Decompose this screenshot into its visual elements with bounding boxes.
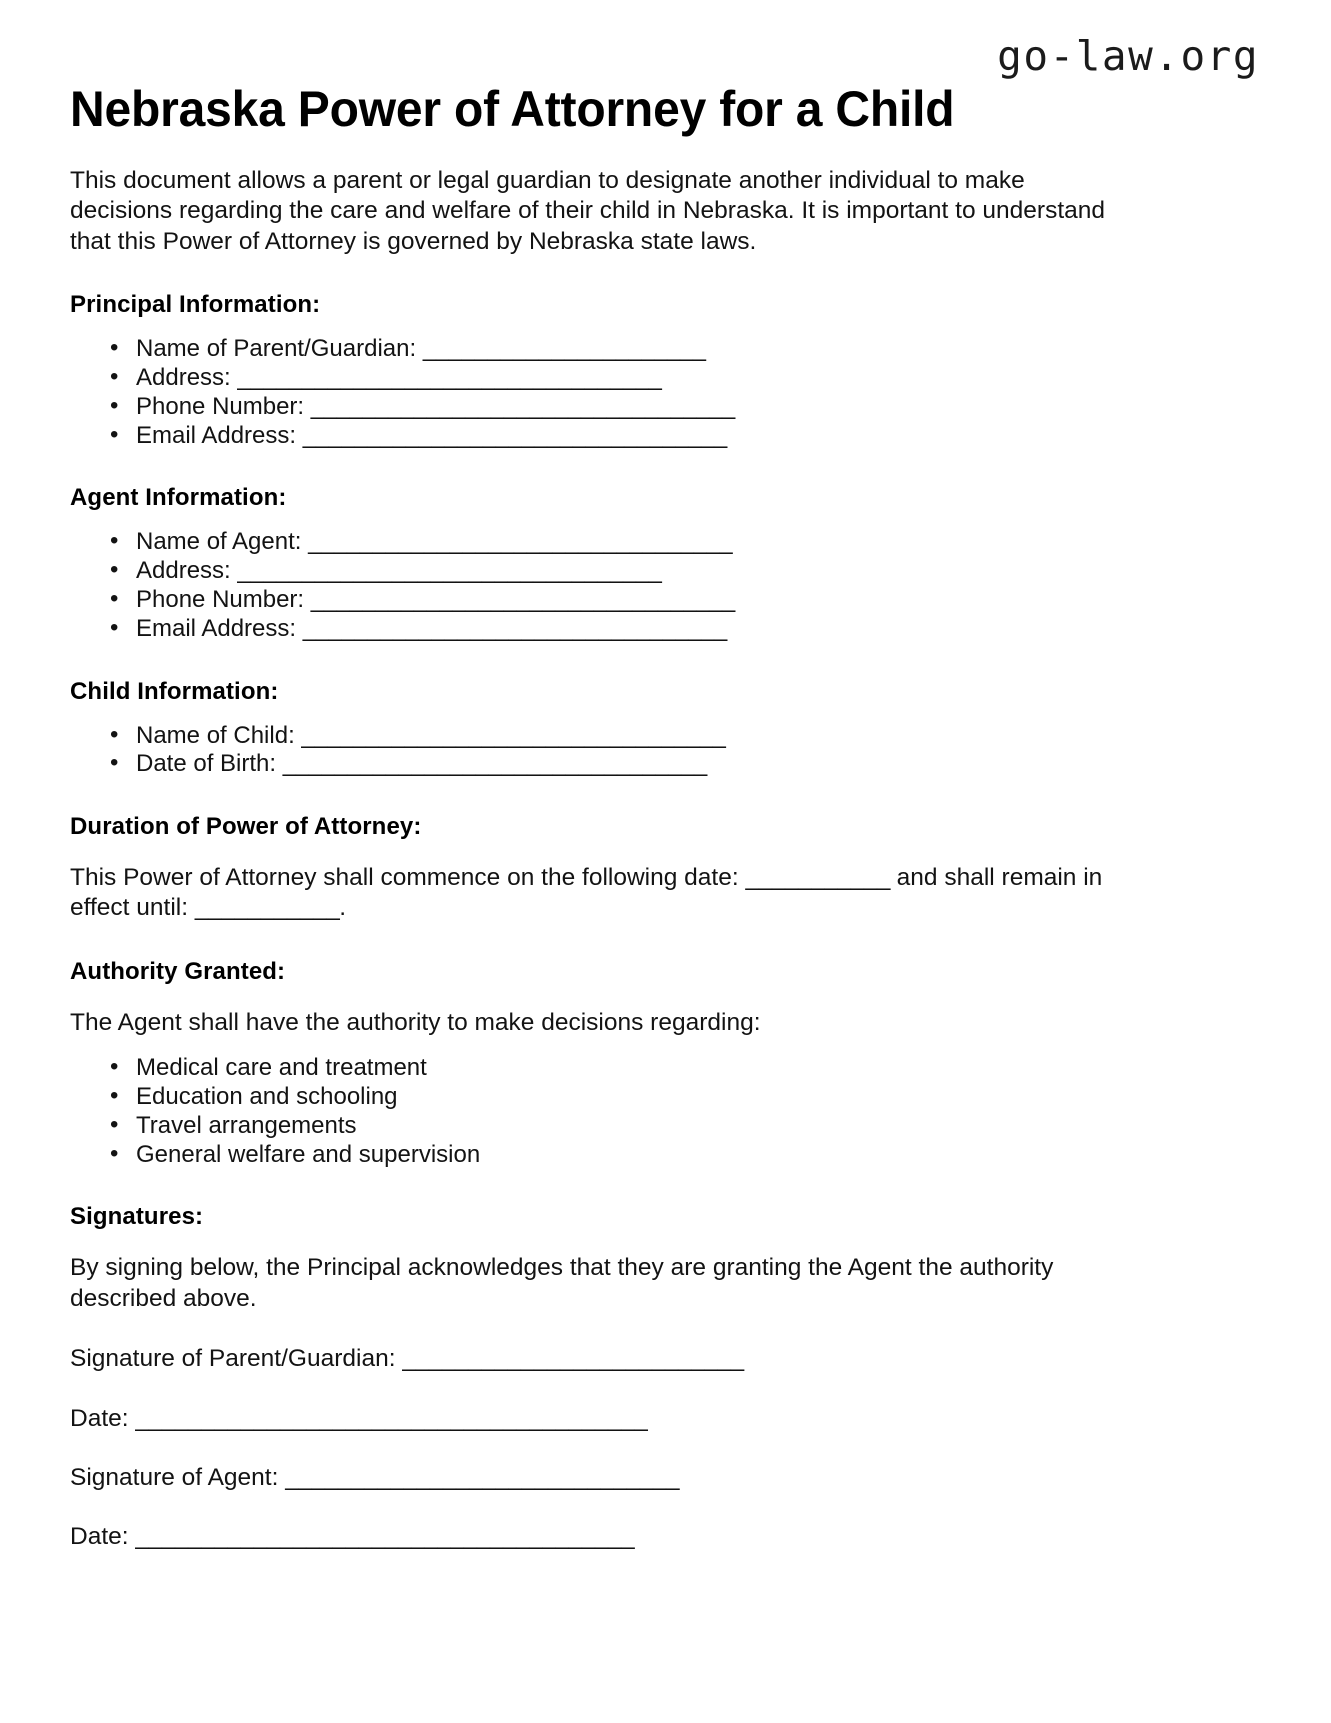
list-item: • Medical care and treatment bbox=[136, 1054, 1261, 1083]
signature-blank[interactable]: ______________________________ bbox=[285, 1463, 679, 1491]
field-blank[interactable]: _________________________________ bbox=[237, 557, 662, 585]
duration-text-after: . bbox=[339, 894, 347, 922]
list-item bbox=[136, 364, 1261, 393]
list-item: • General welfare and supervision bbox=[136, 1141, 1261, 1170]
field-label: Name of Child: bbox=[136, 721, 295, 749]
field-blank[interactable]: ______________________ bbox=[422, 335, 706, 363]
section-heading-agent: Agent Information: bbox=[70, 484, 287, 512]
signature-label: Date: bbox=[70, 1523, 129, 1551]
field-label: Date of Birth: bbox=[136, 750, 277, 778]
field-blank[interactable]: _________________________________ bbox=[282, 750, 707, 778]
section-heading-principal: Principal Information: bbox=[70, 291, 321, 319]
field-label: Phone Number: bbox=[136, 585, 305, 613]
signature-row-parent bbox=[70, 1344, 1261, 1373]
field-label: Address: bbox=[136, 557, 231, 585]
field-blank[interactable]: _________________________________ bbox=[302, 614, 727, 642]
field-label: Name of Parent/Guardian: bbox=[136, 335, 417, 363]
field-label: Address: bbox=[136, 363, 231, 391]
list-item bbox=[136, 722, 1261, 751]
list-item bbox=[136, 586, 1261, 615]
signature-row-parent-date bbox=[70, 1404, 1261, 1433]
signature-label: Signature of Parent/Guardian: bbox=[70, 1345, 396, 1373]
agent-field-list bbox=[70, 528, 1261, 643]
site-watermark: go-law.org bbox=[997, 32, 1259, 80]
signature-label: Date: bbox=[70, 1404, 129, 1432]
list-item bbox=[136, 422, 1261, 451]
duration-start-date-blank[interactable]: ___________ bbox=[745, 864, 890, 892]
child-field-list bbox=[70, 722, 1261, 780]
section-heading-child: Child Information: bbox=[70, 677, 279, 705]
signature-blank[interactable]: __________________________ bbox=[402, 1345, 744, 1373]
list-item: • Travel arrangements bbox=[136, 1112, 1261, 1141]
field-blank[interactable]: _________________________________ bbox=[301, 721, 726, 749]
section-heading-duration: Duration of Power of Attorney: bbox=[70, 813, 422, 841]
list-item bbox=[136, 335, 1261, 364]
signature-row-agent-date bbox=[70, 1522, 1261, 1551]
field-blank[interactable]: _________________________________ bbox=[237, 363, 662, 391]
section-heading-signatures: Signatures: bbox=[70, 1203, 204, 1231]
principal-field-list bbox=[70, 335, 1261, 450]
signature-blank[interactable]: ______________________________________ bbox=[135, 1523, 635, 1551]
list-item bbox=[136, 615, 1261, 644]
list-item bbox=[136, 557, 1261, 586]
signature-blank[interactable]: _______________________________________ bbox=[135, 1404, 648, 1432]
field-blank[interactable]: _________________________________ bbox=[302, 421, 727, 449]
list-item bbox=[136, 528, 1261, 557]
field-blank[interactable]: _________________________________ bbox=[310, 585, 735, 613]
field-label: Phone Number: bbox=[136, 392, 305, 420]
list-item: • Education and schooling bbox=[136, 1083, 1261, 1112]
field-label: Name of Agent: bbox=[136, 528, 302, 556]
duration-end-date-blank[interactable]: ___________ bbox=[194, 894, 340, 922]
signature-acknowledgement: By signing below, the Principal acknowledges that they are granting the Agent the authority described above. bbox=[70, 1254, 1054, 1312]
field-label: Email Address: bbox=[136, 614, 297, 642]
field-label: Email Address: bbox=[136, 421, 297, 449]
authority-intro: The Agent shall have the authority to make decisions regarding: bbox=[70, 1008, 761, 1036]
section-heading-authority: Authority Granted: bbox=[70, 957, 286, 985]
duration-text-before: This Power of Attorney shall commence on the following date: bbox=[70, 864, 746, 892]
list-item bbox=[136, 393, 1261, 422]
page-title: Nebraska Power of Attorney for a Child bbox=[70, 81, 955, 137]
field-blank[interactable]: _________________________________ bbox=[308, 528, 733, 556]
duration-paragraph bbox=[70, 863, 1105, 924]
list-item bbox=[136, 750, 1261, 779]
field-blank[interactable]: _________________________________ bbox=[310, 392, 735, 420]
intro-paragraph: This document allows a parent or legal guardian to designate another individual to make decisions regarding the care and welfare of their child in Nebraska. It is important to understand that this Power of Attorney is governed by Nebraska state laws. bbox=[70, 167, 1106, 255]
signature-row-agent bbox=[70, 1463, 1261, 1492]
signature-label: Signature of Agent: bbox=[70, 1463, 279, 1491]
duration-text-between: and shall remain in effect until: bbox=[70, 864, 1103, 922]
authority-list bbox=[70, 1054, 1261, 1169]
